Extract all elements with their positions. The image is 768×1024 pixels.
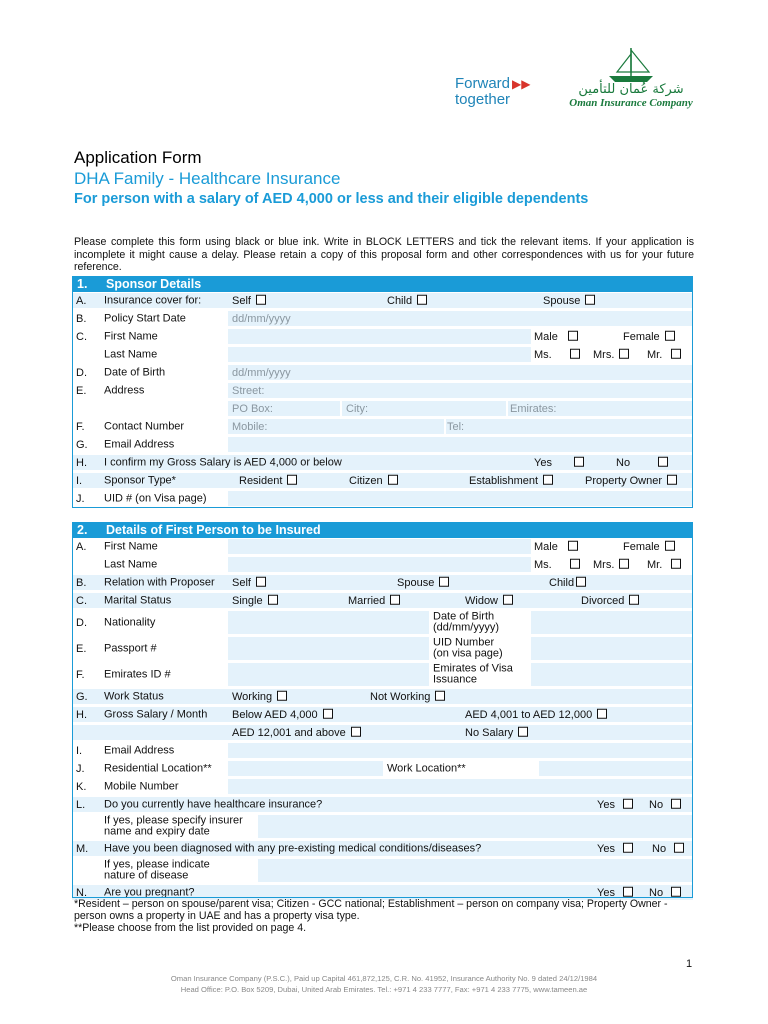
option-male[interactable]: Male <box>534 330 578 343</box>
row-relation: B. Relation with Proposer Self Spouse Child <box>72 574 693 592</box>
row-current-insurance: L. Do you currently have healthcare insurance? Yes No <box>72 796 693 814</box>
option-spouse[interactable]: Spouse <box>543 294 595 307</box>
emirates-id-field[interactable] <box>228 663 429 686</box>
option-12001-above[interactable]: AED 12,001 and above <box>232 726 361 739</box>
page-number: 1 <box>686 958 693 970</box>
option-no[interactable]: No <box>652 842 684 855</box>
last-name-field[interactable] <box>228 347 531 362</box>
first-name-field[interactable] <box>228 329 531 344</box>
street-field[interactable] <box>228 383 693 398</box>
option-female[interactable]: Female <box>623 330 675 343</box>
tel-field[interactable] <box>446 419 693 434</box>
option-ms[interactable]: Ms. <box>534 558 580 571</box>
option-yes[interactable]: Yes <box>597 798 633 811</box>
option-mr[interactable]: Mr. <box>647 558 681 571</box>
row-location: J. Residential Location** Work Location** <box>72 760 693 778</box>
option-ms[interactable]: Ms. <box>534 348 580 361</box>
row-gross-salary-2 <box>72 724 693 742</box>
dhow-boat-icon <box>603 46 659 86</box>
row-first-name: A. First Name Male Female <box>72 538 693 556</box>
visa-issuance-field[interactable] <box>531 663 693 686</box>
option-mrs[interactable]: Mrs. <box>593 558 629 571</box>
row-pregnant: N. Are you pregnant? Yes No <box>72 884 693 902</box>
option-mrs[interactable]: Mrs. <box>593 348 629 361</box>
option-yes[interactable]: Yes <box>534 456 584 469</box>
option-4001-12000[interactable]: AED 4,001 to AED 12,000 <box>465 708 607 721</box>
option-divorced[interactable]: Divorced <box>581 594 639 607</box>
checkbox[interactable] <box>585 294 595 304</box>
section-sponsor-details <box>72 276 693 508</box>
work-location-field[interactable] <box>539 761 693 776</box>
row-address: E. Address Street: <box>72 382 693 400</box>
email-field[interactable] <box>228 437 693 452</box>
option-yes[interactable]: Yes <box>597 886 633 899</box>
option-establishment[interactable]: Establishment <box>469 474 553 487</box>
company-footer: Oman Insurance Company (P.S.C.), Paid up Capital 461,872,125, C.R. No. 41952, Insurance Authority No. 9 dated 24/12/1984 Head Office: P.O. Box 5209, Dubai, United Arab Emirates. Tel.: +971 4 233 7777, Fax: +971 4 233 7775, www.tameen.ae <box>170 974 598 994</box>
option-no[interactable]: No <box>649 798 681 811</box>
row-disease-details: If yes, please indicate nature of disease <box>72 858 693 884</box>
row-last-name: Last Name Ms. Mrs. Mr. <box>72 346 693 364</box>
option-resident[interactable]: Resident <box>239 474 297 487</box>
row-uid: J. UID # (on Visa page) <box>72 490 693 508</box>
row-first-name: C. First Name Male Female <box>72 328 693 346</box>
date-of-birth-field[interactable] <box>228 365 693 380</box>
uid-field[interactable] <box>228 491 693 506</box>
logo-area <box>450 38 700 118</box>
disease-field[interactable] <box>258 859 693 882</box>
nationality-field[interactable] <box>228 611 429 634</box>
passport-field[interactable] <box>228 637 429 660</box>
option-self[interactable]: Self <box>232 294 266 307</box>
option-married[interactable]: Married <box>348 594 400 607</box>
email-field[interactable] <box>228 743 693 758</box>
row-insurer-details: If yes, please specify insurer name and expiry date <box>72 814 693 840</box>
option-below-4000[interactable]: Below AED 4,000 <box>232 708 333 721</box>
option-female[interactable]: Female <box>623 540 675 553</box>
row-last-name: Last Name Ms. Mrs. Mr. <box>72 556 693 574</box>
option-yes[interactable]: Yes <box>597 842 633 855</box>
row-mobile: K. Mobile Number <box>72 778 693 796</box>
option-child[interactable]: Child <box>549 576 586 589</box>
residential-location-field[interactable] <box>228 761 383 776</box>
mobile-field[interactable] <box>228 779 693 794</box>
checkbox[interactable] <box>256 294 266 304</box>
row-pre-existing: M. Have you been diagnosed with any pre-existing medical conditions/diseases? Yes No <box>72 840 693 858</box>
option-self[interactable]: Self <box>232 576 266 589</box>
row-gross-salary: H. Gross Salary / Month Below AED 4,000 AED 4,001 to AED 12,000 <box>72 706 693 724</box>
option-single[interactable]: Single <box>232 594 278 607</box>
option-no-salary[interactable]: No Salary <box>465 726 528 739</box>
row-nationality: D. Nationality Date of Birth (dd/mm/yyyy) <box>72 610 693 636</box>
insurer-field[interactable] <box>258 815 693 838</box>
first-name-field[interactable] <box>228 539 531 554</box>
option-child[interactable]: Child <box>387 294 427 307</box>
row-emirates-id: F. Emirates ID # Emirates of Visa Issuance <box>72 662 693 688</box>
row-sponsor-type: I. Sponsor Type* Resident Citizen Establishment Property Owner <box>72 472 693 490</box>
page-subtitle: DHA Family - Healthcare Insurance <box>74 169 341 188</box>
page-subtitle-2: For person with a salary of AED 4,000 or less and their eligible dependents <box>74 191 589 207</box>
last-name-field[interactable] <box>228 557 531 572</box>
forward-together-logo: Forward ▶▶ together <box>455 75 531 108</box>
row-work-status: G. Work Status Working Not Working <box>72 688 693 706</box>
row-address-2: PO Box: City: Emirates: <box>72 400 693 418</box>
section-header: 1. Sponsor Details <box>72 276 693 292</box>
row-contact-number: F. Contact Number Mobile: Tel: <box>72 418 693 436</box>
option-mr[interactable]: Mr. <box>647 348 681 361</box>
option-spouse[interactable]: Spouse <box>397 576 449 589</box>
row-email: G. Email Address <box>72 436 693 454</box>
row-insurance-cover: A. Insurance cover for: Self Child Spouse <box>72 292 693 310</box>
option-working[interactable]: Working <box>232 690 287 703</box>
title-block <box>74 148 714 207</box>
checkbox[interactable] <box>417 294 427 304</box>
option-citizen[interactable]: Citizen <box>349 474 398 487</box>
row-confirm-salary: H. I confirm my Gross Salary is AED 4,000 or below Yes No <box>72 454 693 472</box>
option-no[interactable]: No <box>649 886 681 899</box>
option-no[interactable]: No <box>616 456 668 469</box>
option-widow[interactable]: Widow <box>465 594 513 607</box>
oman-insurance-logo: شركة عُمان للتأمين Oman Insurance Company <box>566 46 696 109</box>
policy-start-date-field[interactable] <box>228 311 693 326</box>
footnotes: *Resident – person on spouse/parent visa; Citizen - GCC national; Establishment – person on company visa; Property Owner - person owns a property in UAE and has a property visa type. **Please choose from the list provided on page 4. <box>74 898 668 934</box>
row-policy-start-date: B. Policy Start Date dd/mm/yyyy <box>72 310 693 328</box>
section-first-person <box>72 522 693 902</box>
intro-text: Please complete this form using black or blue ink. Write in BLOCK LETTERS and tick the relevant items. If your application is incomplete it might cause a delay. Please retain a copy of this proposal form and other correspondences with us for your future reference. <box>74 236 694 273</box>
dob-field[interactable] <box>531 611 693 634</box>
section-header: 2. Details of First Person to be Insured <box>72 522 693 538</box>
row-email: I. Email Address <box>72 742 693 760</box>
arrows-icon: ▶▶ <box>512 77 531 91</box>
row-date-of-birth: D. Date of Birth dd/mm/yyyy <box>72 364 693 382</box>
row-marital-status: C. Marital Status Single Married Widow Divorced <box>72 592 693 610</box>
option-male[interactable]: Male <box>534 540 578 553</box>
option-property-owner[interactable]: Property Owner <box>585 474 677 487</box>
option-not-working[interactable]: Not Working <box>370 690 445 703</box>
page-title: Application Form <box>74 148 202 167</box>
row-passport: E. Passport # UID Number (on visa page) <box>72 636 693 662</box>
uid-field[interactable] <box>531 637 693 660</box>
